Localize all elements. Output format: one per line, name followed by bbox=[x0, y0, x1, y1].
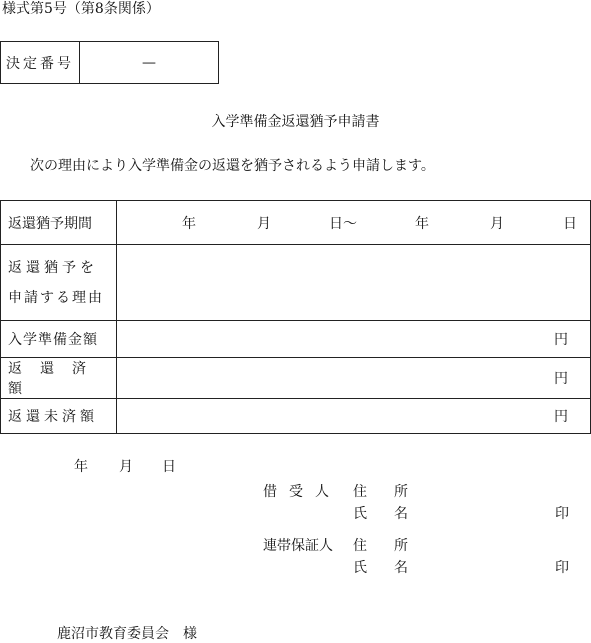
reason-label bbox=[1, 245, 117, 321]
document-title: 入学準備金返還猶予申請書 bbox=[211, 114, 380, 130]
guarantor-role: 連帯保証人 bbox=[263, 538, 333, 554]
date-month[interactable]: 月 bbox=[119, 459, 133, 475]
amount-field-prep-fund[interactable]: 円 bbox=[117, 321, 591, 358]
amount-label-prep-fund: 入学準備金額 bbox=[1, 321, 117, 358]
period-day-range: 日〜 bbox=[329, 216, 357, 232]
period-field[interactable] bbox=[117, 201, 591, 245]
guarantor-name-label: 氏名 bbox=[353, 560, 435, 576]
borrower-role: 借受人 bbox=[263, 484, 341, 500]
period-label: 返還猶予期間 bbox=[1, 201, 117, 245]
date-day[interactable]: 日 bbox=[162, 459, 176, 475]
period-month: 月 bbox=[257, 216, 271, 232]
amount-field-unpaid[interactable]: 円 bbox=[117, 399, 591, 434]
amount-label-repaid: 返還済額 bbox=[1, 358, 117, 399]
guarantor-seal-mark: 印 bbox=[555, 560, 569, 576]
period-year: 年 bbox=[182, 216, 196, 232]
application-table bbox=[0, 200, 591, 434]
borrower-address-label: 住所 bbox=[353, 484, 435, 500]
form-number-label: 様式第5号（第8条関係） bbox=[2, 1, 160, 17]
addressee: 鹿沼市教育委員会 様 bbox=[57, 626, 197, 642]
decision-number-value[interactable]: — bbox=[80, 42, 219, 84]
amount-field-repaid[interactable]: 円 bbox=[117, 358, 591, 399]
period-year-2: 年 bbox=[415, 216, 429, 232]
borrower-seal-mark: 印 bbox=[555, 506, 569, 522]
reason-label-line1: 返還猶予を bbox=[8, 259, 98, 276]
period-month-2: 月 bbox=[490, 216, 504, 232]
date-year[interactable]: 年 bbox=[74, 459, 88, 475]
reason-field[interactable] bbox=[117, 245, 591, 321]
guarantor-address-label: 住所 bbox=[353, 538, 435, 554]
borrower-name-label: 氏名 bbox=[353, 506, 435, 522]
reason-label-line2: 申請する理由 bbox=[8, 289, 104, 306]
decision-number-box bbox=[0, 41, 219, 84]
amount-label-unpaid: 返還未済額 bbox=[1, 399, 117, 434]
period-day-2: 日 bbox=[563, 216, 577, 232]
intro-sentence: 次の理由により入学準備金の返還を猶予されるよう申請します。 bbox=[30, 158, 435, 174]
decision-number-label: 決定番号 bbox=[1, 42, 80, 84]
